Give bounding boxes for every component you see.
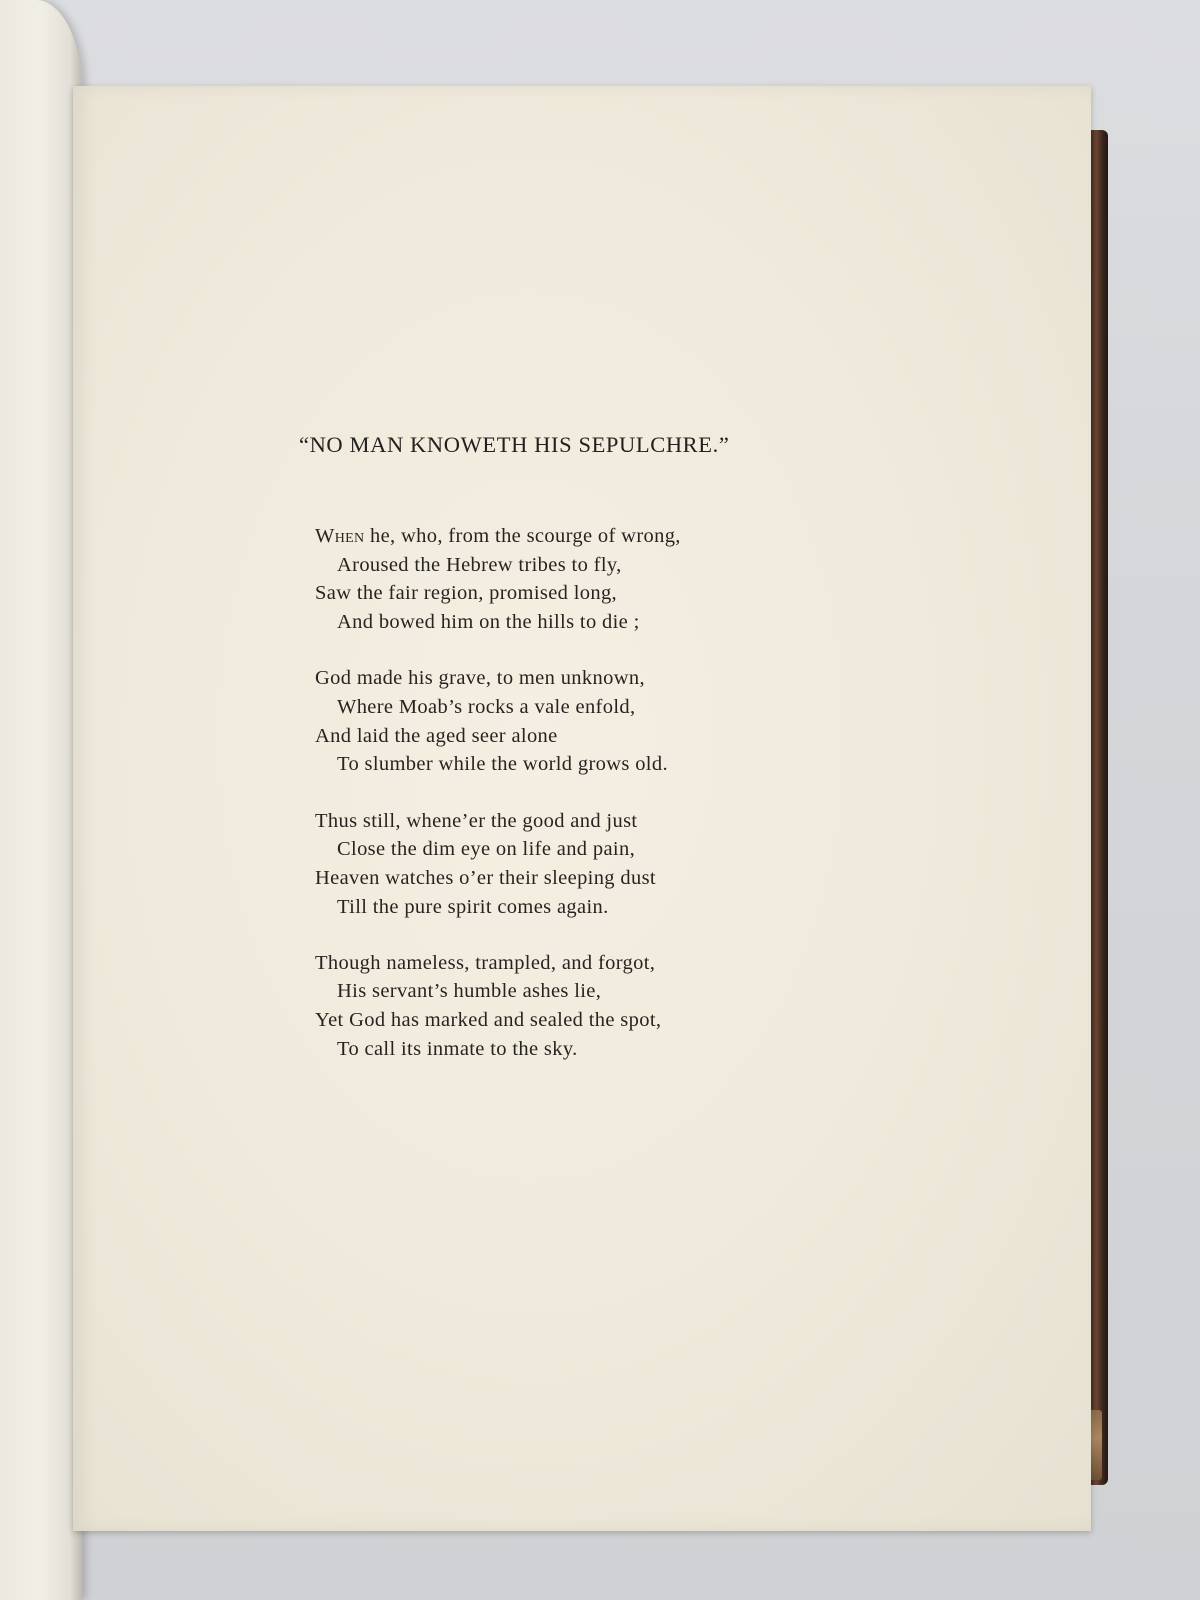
poem-body [73, 522, 1091, 1091]
stanza [73, 807, 1091, 922]
stanza [73, 522, 1091, 637]
poem-line [73, 522, 1091, 551]
poem-line: God made his grave, to men unknown, [315, 667, 645, 690]
poem-line: Yet God has marked and sealed the spot, [315, 1009, 662, 1032]
poem-line: And bowed him on the hills to die ; [337, 611, 640, 634]
poem-title: “NO MAN KNOWETH HIS SEPULCHRE.” [299, 432, 730, 457]
book-page [73, 86, 1091, 1531]
line-text: he, who, from the scourge of wrong, [364, 525, 681, 547]
stanza [73, 664, 1091, 779]
poem-line: Heaven watches o’er their sleeping dust [315, 866, 656, 889]
poem-line: Aroused the Hebrew tribes to fly, [337, 553, 622, 576]
poem-line: To call its inmate to the sky. [337, 1037, 578, 1060]
stanza [73, 949, 1091, 1064]
poem-line: Where Moab’s rocks a vale enfold, [337, 695, 636, 718]
poem-line: Thus still, whene’er the good and just [315, 809, 638, 832]
poem-line: Saw the fair region, promised long, [315, 582, 618, 605]
poem-line: And laid the aged seer alone [315, 724, 558, 747]
poem-line: Though nameless, trampled, and forgot, [315, 951, 656, 974]
poem-line: Close the dim eye on life and pain, [337, 838, 636, 861]
poem-line: His servant’s humble ashes lie, [337, 980, 602, 1003]
drop-word: When [315, 525, 365, 547]
poem-line: Till the pure spirit comes again. [337, 895, 609, 918]
facing-page [0, 0, 82, 1600]
poem-line: To slumber while the world grows old. [337, 753, 668, 776]
